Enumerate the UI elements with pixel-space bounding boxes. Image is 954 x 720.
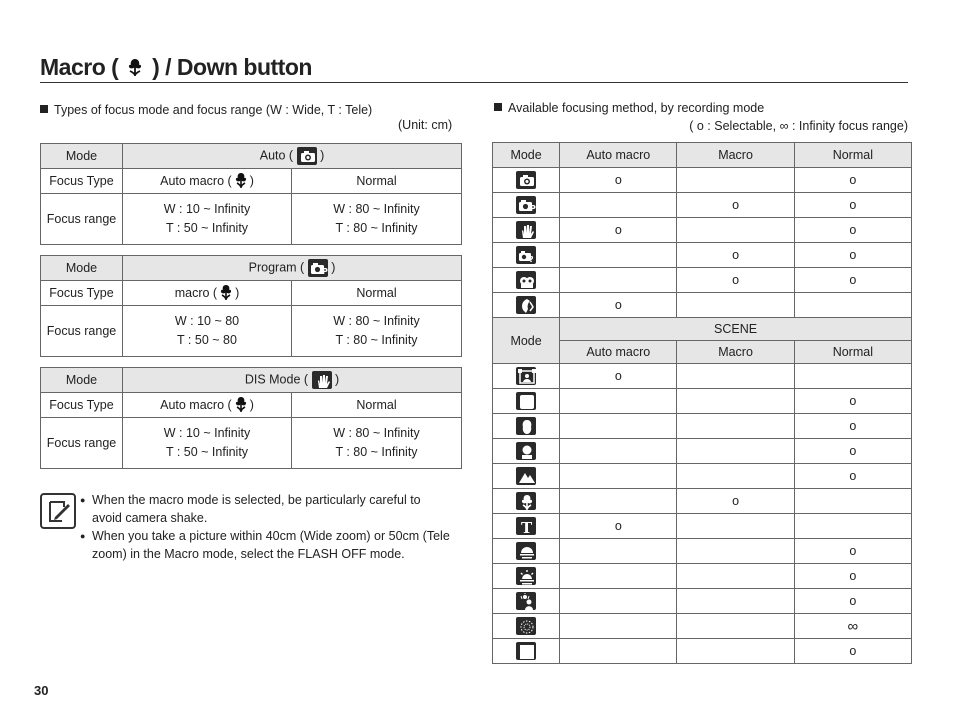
mode-cell: [493, 364, 560, 389]
focus-range-normal: [292, 194, 462, 245]
column-header: Mode: [493, 143, 560, 168]
sunset-icon: [516, 542, 536, 560]
availability-cell: [560, 464, 677, 489]
night-icon: [516, 392, 536, 410]
focus-range-label: Focus range: [41, 418, 123, 469]
column-header: Normal: [794, 143, 911, 168]
note-item: ● When you take a picture within 40cm (Wide zoom) or 50cm (Tele zoom) in the Macro mode, select the FLASH OFF mode.: [82, 527, 452, 563]
focus-mode-table: [40, 367, 462, 469]
availability-cell: o: [560, 364, 677, 389]
focus-type-macro-text: Auto macro (: [160, 397, 232, 412]
mode-cell: [493, 193, 560, 218]
camera-auto-icon: [516, 171, 536, 189]
note-item: ● When the macro mode is selected, be particularly careful to avoid camera shake.: [82, 491, 452, 527]
availability-cell: [677, 589, 794, 614]
column-header: Auto macro: [560, 143, 677, 168]
table-row: [493, 639, 912, 664]
focus-type-macro: [123, 169, 292, 194]
close-up-flower-icon: [516, 492, 536, 510]
mode-value-text: DIS Mode (: [244, 372, 309, 387]
landscape-icon: [516, 467, 536, 485]
mode-cell: [493, 168, 560, 193]
focus-type-macro-close: ): [249, 173, 254, 188]
availability-cell: [794, 293, 911, 318]
focus-type-label: Focus Type: [41, 169, 123, 194]
page-number: 30: [34, 683, 49, 698]
mode-cell: [493, 414, 560, 439]
mode-value-close: ): [331, 260, 336, 275]
focus-type-normal: Normal: [292, 169, 462, 194]
mode-cell: [493, 614, 560, 639]
mode-label: Mode: [41, 368, 123, 393]
availability-cell: o: [794, 639, 911, 664]
mode-value-close: ): [335, 372, 340, 387]
availability-cell: o: [794, 268, 911, 293]
camera-auto-icon: [297, 147, 317, 165]
fireworks-icon: [516, 617, 536, 635]
backlight-icon: [516, 592, 536, 610]
table-row: [493, 564, 912, 589]
range-tele: T : 80 ~ Infinity: [335, 221, 418, 235]
availability-cell: [560, 414, 677, 439]
availability-cell: [560, 243, 677, 268]
focus-type-macro-close: ): [235, 285, 240, 300]
availability-cell: o: [794, 589, 911, 614]
left-heading: [40, 103, 372, 117]
mode-label: Mode: [41, 256, 123, 281]
range-wide: W : 10 ~ Infinity: [163, 426, 251, 440]
beach-snow-icon: [516, 642, 536, 660]
focus-type-label: Focus Type: [41, 393, 123, 418]
availability-cell: o: [794, 243, 911, 268]
frame-guide-icon: [516, 367, 536, 385]
availability-cell: o: [794, 193, 911, 218]
mode-cell: [493, 539, 560, 564]
scene-column-header: Normal: [794, 341, 911, 364]
focus-range-label: Focus range: [41, 306, 123, 357]
mode-cell: [493, 243, 560, 268]
range-tele: T : 80 ~ Infinity: [335, 333, 418, 347]
note-list: [82, 491, 452, 563]
availability-cell: [560, 639, 677, 664]
availability-cell: o: [560, 514, 677, 539]
mode-cell: [493, 639, 560, 664]
availability-cell: [560, 439, 677, 464]
table-row: [493, 389, 912, 414]
range-wide: W : 80 ~ Infinity: [333, 202, 420, 216]
dis-hand-icon: [516, 221, 536, 239]
scene-column-header: Auto macro: [560, 341, 677, 364]
availability-cell: [794, 364, 911, 389]
table-row: [493, 589, 912, 614]
range-tele: T : 50 ~ 80: [177, 333, 237, 347]
availability-cell: [560, 268, 677, 293]
table-row: [493, 268, 912, 293]
availability-cell: [677, 614, 794, 639]
mode-cell: [493, 464, 560, 489]
table-row: [493, 539, 912, 564]
mode-cell: [493, 389, 560, 414]
mode-cell: [493, 268, 560, 293]
mode-value-text: Auto (: [259, 148, 294, 163]
availability-cell: o: [677, 193, 794, 218]
mode-value: [123, 368, 462, 393]
range-tele: T : 50 ~ Infinity: [165, 445, 249, 459]
availability-cell: [677, 539, 794, 564]
focus-type-macro: [123, 393, 292, 418]
focus-mode-table: [40, 143, 462, 245]
availability-cell: o: [794, 564, 911, 589]
macro-flower-icon: [124, 56, 146, 78]
macro-flower-icon: [217, 283, 235, 304]
mode-cell: [493, 439, 560, 464]
range-wide: W : 80 ~ Infinity: [333, 426, 420, 440]
children-icon: [516, 442, 536, 460]
macro-flower-icon: [232, 395, 250, 416]
range-wide: W : 10 ~ 80: [174, 314, 240, 328]
focus-range-macro: [123, 418, 292, 469]
availability-cell: [560, 539, 677, 564]
focus-type-macro-text: Auto macro (: [160, 173, 232, 188]
svg-text:P: P: [321, 267, 328, 276]
availability-cell: [677, 414, 794, 439]
range-tele: T : 80 ~ Infinity: [335, 445, 418, 459]
macro-flower-icon: [232, 171, 250, 192]
range-tele: T : 50 ~ Infinity: [165, 221, 249, 235]
availability-cell: [677, 293, 794, 318]
focus-range-label: Focus range: [41, 194, 123, 245]
right-heading: [494, 101, 764, 115]
scene-mode-label: Mode: [493, 318, 560, 364]
mode-value-text: Program (: [248, 260, 305, 275]
focus-type-normal: Normal: [292, 281, 462, 306]
availability-cell: o: [794, 464, 911, 489]
photo-help-icon: [516, 246, 536, 264]
availability-cell: o: [794, 389, 911, 414]
camera-program-icon: [516, 196, 536, 214]
unit-label: (Unit: cm): [398, 118, 453, 132]
left-heading-text: Types of focus mode and focus range (W : Wide, T : Tele): [54, 103, 373, 117]
range-wide: W : 10 ~ Infinity: [163, 202, 251, 216]
text-icon: [516, 517, 536, 535]
mode-cell: [493, 514, 560, 539]
availability-cell: [794, 489, 911, 514]
svg-text:?: ?: [529, 255, 534, 264]
availability-cell: [677, 464, 794, 489]
availability-cell: [560, 489, 677, 514]
availability-cell: o: [560, 168, 677, 193]
table-row: [493, 293, 912, 318]
table-row: [493, 414, 912, 439]
focus-type-macro-text: macro (: [174, 285, 218, 300]
title-prefix: Macro (: [40, 54, 119, 80]
dawn-icon: [516, 567, 536, 585]
availability-cell: o: [794, 414, 911, 439]
range-wide: W : 80 ~ Infinity: [333, 314, 420, 328]
page-title: [40, 54, 312, 81]
mode-value: [123, 144, 462, 169]
table-row: [493, 464, 912, 489]
table-row: [493, 489, 912, 514]
mode-label: Mode: [41, 144, 123, 169]
availability-cell: ∞: [794, 614, 911, 639]
mode-cell: [493, 564, 560, 589]
availability-cell: o: [560, 218, 677, 243]
availability-cell: [560, 389, 677, 414]
mode-cell: [493, 218, 560, 243]
mode-value-close: ): [320, 148, 325, 163]
availability-cell: [794, 514, 911, 539]
focus-type-label: Focus Type: [41, 281, 123, 306]
focus-type-macro-close: ): [249, 397, 254, 412]
table-row: [493, 439, 912, 464]
movie-clip-icon: [516, 296, 536, 314]
availability-cell: o: [677, 489, 794, 514]
mode-cell: [493, 489, 560, 514]
focus-range-macro: [123, 194, 292, 245]
availability-cell: [677, 168, 794, 193]
portrait-icon: [516, 417, 536, 435]
table-row: [493, 514, 912, 539]
svg-text:P: P: [530, 204, 536, 213]
scene-label: SCENE: [560, 318, 912, 341]
focus-availability-table: [492, 142, 912, 664]
table-row: [493, 614, 912, 639]
availability-cell: [677, 439, 794, 464]
portrait-mode-icon: [516, 271, 536, 289]
scene-column-header: Macro: [677, 341, 794, 364]
focus-type-normal: Normal: [292, 393, 462, 418]
availability-cell: [677, 639, 794, 664]
availability-cell: o: [794, 168, 911, 193]
availability-cell: o: [677, 243, 794, 268]
mode-value: [123, 256, 462, 281]
table-row: [493, 168, 912, 193]
availability-cell: o: [794, 539, 911, 564]
availability-cell: [560, 564, 677, 589]
availability-cell: o: [794, 439, 911, 464]
availability-cell: [560, 589, 677, 614]
mode-cell: [493, 293, 560, 318]
availability-cell: [677, 389, 794, 414]
table-row: [493, 218, 912, 243]
camera-program-icon: [308, 259, 328, 277]
availability-cell: [560, 614, 677, 639]
focus-range-macro: [123, 306, 292, 357]
availability-cell: [560, 193, 677, 218]
note-pencil-icon: [40, 493, 76, 529]
availability-cell: o: [677, 268, 794, 293]
focus-range-normal: [292, 306, 462, 357]
mode-cell: [493, 589, 560, 614]
availability-cell: [677, 364, 794, 389]
column-header: Macro: [677, 143, 794, 168]
availability-cell: o: [560, 293, 677, 318]
table-row: [493, 193, 912, 218]
dis-hand-icon: [312, 371, 332, 389]
legend-label: ( o : Selectable, ∞ : Infinity focus range): [689, 119, 908, 133]
title-divider: [40, 82, 908, 83]
focus-range-normal: [292, 418, 462, 469]
right-heading-text: Available focusing method, by recording mode: [508, 101, 765, 115]
availability-cell: [677, 564, 794, 589]
focus-mode-table: [40, 255, 462, 357]
availability-cell: [677, 218, 794, 243]
svg-text:T: T: [521, 519, 533, 536]
availability-cell: o: [794, 218, 911, 243]
focus-type-macro: [123, 281, 292, 306]
title-suffix: ) / Down button: [152, 54, 312, 80]
availability-cell: [677, 514, 794, 539]
table-row: [493, 243, 912, 268]
table-row: [493, 364, 912, 389]
